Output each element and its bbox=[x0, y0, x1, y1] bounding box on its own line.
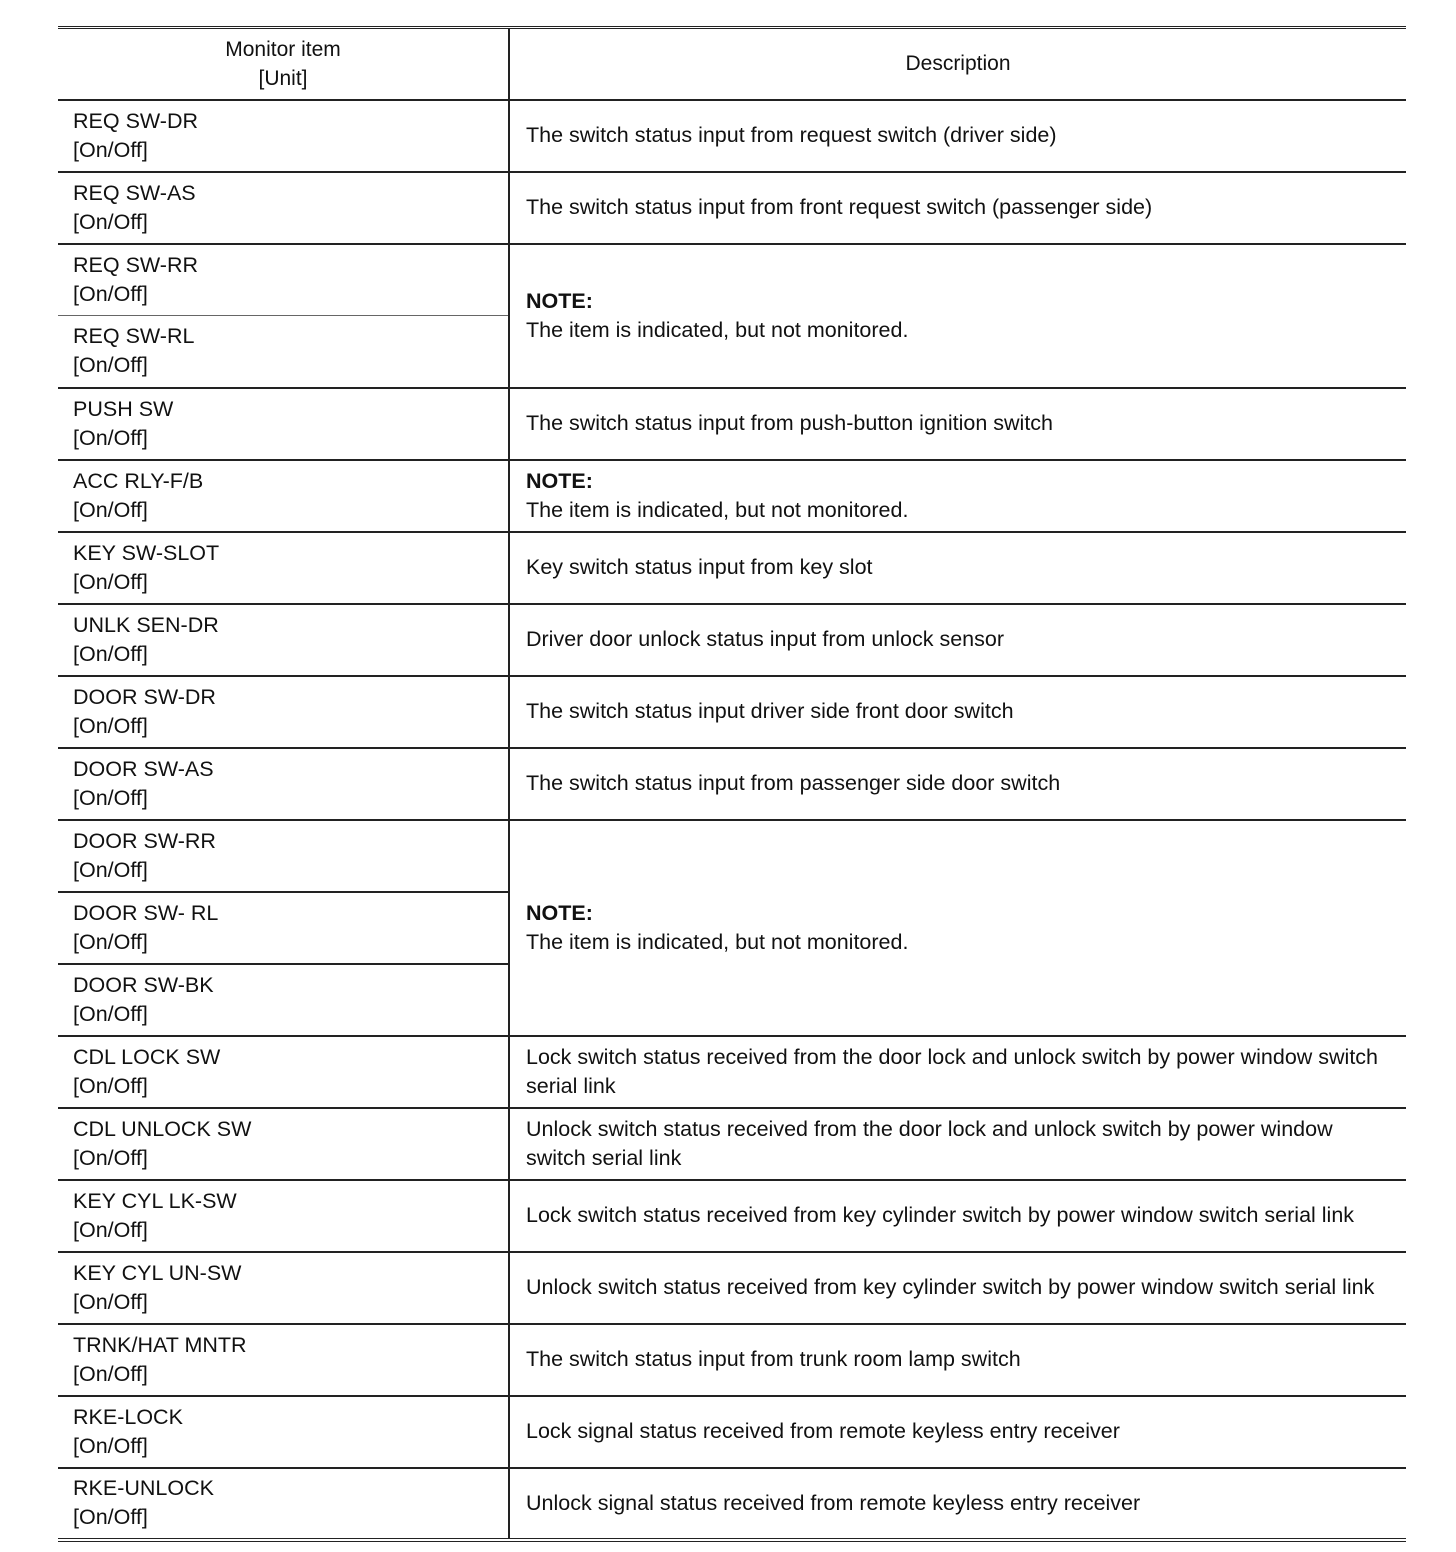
description-cell: Unlock switch status received from key cylinder switch by power window switch serial link bbox=[509, 1252, 1406, 1324]
table-row bbox=[58, 1252, 1406, 1324]
item-unit: [On/Off] bbox=[73, 1505, 148, 1529]
table-row bbox=[58, 460, 1406, 532]
item-name: PUSH SW bbox=[73, 396, 174, 421]
description-cell: Lock signal status received from remote keyless entry receiver bbox=[509, 1396, 1406, 1468]
item-cell bbox=[58, 1108, 509, 1180]
item-cell bbox=[58, 604, 509, 676]
item-unit: [On/Off] bbox=[73, 1145, 148, 1170]
item-name: ACC RLY-F/B bbox=[73, 468, 204, 493]
item-cell bbox=[58, 964, 509, 1036]
item-unit: [On/Off] bbox=[73, 1217, 148, 1242]
item-unit: [On/Off] bbox=[73, 1433, 148, 1458]
item-name: KEY CYL LK-SW bbox=[73, 1188, 237, 1213]
item-unit: [On/Off] bbox=[73, 137, 148, 162]
table-row bbox=[58, 748, 1406, 820]
note-label: NOTE: bbox=[526, 468, 593, 493]
table-row bbox=[58, 604, 1406, 676]
item-unit: [On/Off] bbox=[73, 497, 148, 522]
item-cell bbox=[58, 1396, 509, 1468]
table-row bbox=[58, 388, 1406, 460]
table-row bbox=[58, 1036, 1406, 1108]
item-name: DOOR SW-BK bbox=[73, 972, 214, 997]
description-cell: Unlock signal status received from remote keyless entry receiver bbox=[509, 1468, 1406, 1540]
description-cell: The switch status input from passenger side door switch bbox=[509, 748, 1406, 820]
item-name: TRNK/HAT MNTR bbox=[73, 1332, 247, 1357]
description-cell: The switch status input from push-button ignition switch bbox=[509, 388, 1406, 460]
item-unit: [On/Off] bbox=[73, 353, 148, 378]
item-cell bbox=[58, 676, 509, 748]
item-name: REQ SW-RR bbox=[73, 252, 199, 277]
item-cell bbox=[58, 748, 509, 820]
item-cell bbox=[58, 244, 509, 316]
description-cell: Lock switch status received from the door lock and unlock switch by power window switch serial link bbox=[509, 1036, 1406, 1108]
item-name: RKE-LOCK bbox=[73, 1404, 183, 1429]
table-row bbox=[58, 100, 1406, 172]
description-cell: The switch status input driver side front door switch bbox=[509, 676, 1406, 748]
item-unit: [On/Off] bbox=[73, 425, 148, 450]
item-name: DOOR SW- RL bbox=[73, 900, 219, 925]
header-description: Description bbox=[509, 28, 1406, 100]
description-cell: The switch status input from request switch (driver side) bbox=[509, 100, 1406, 172]
description-cell: Driver door unlock status input from unlock sensor bbox=[509, 604, 1406, 676]
item-cell bbox=[58, 1324, 509, 1396]
item-unit: [On/Off] bbox=[73, 857, 148, 882]
item-name: KEY CYL UN-SW bbox=[73, 1260, 242, 1285]
header-monitor-item-label: Monitor item bbox=[225, 37, 341, 61]
note-cell bbox=[509, 820, 1406, 1036]
note-text: The item is indicated, but not monitored. bbox=[526, 317, 909, 342]
item-name: REQ SW-RL bbox=[73, 324, 195, 349]
header-monitor-item bbox=[58, 28, 509, 100]
item-name: DOOR SW-RR bbox=[73, 828, 216, 853]
note-cell bbox=[509, 460, 1406, 532]
description-cell: Key switch status input from key slot bbox=[509, 532, 1406, 604]
note-label: NOTE: bbox=[526, 288, 593, 313]
table-row bbox=[58, 172, 1406, 244]
item-cell bbox=[58, 460, 509, 532]
item-unit: [On/Off] bbox=[73, 713, 148, 738]
description-cell: The switch status input from front request switch (passenger side) bbox=[509, 172, 1406, 244]
item-cell bbox=[58, 388, 509, 460]
table-row bbox=[58, 532, 1406, 604]
item-cell bbox=[58, 172, 509, 244]
note-text: The item is indicated, but not monitored. bbox=[526, 929, 909, 954]
item-cell bbox=[58, 892, 509, 964]
table-row bbox=[58, 244, 1406, 316]
item-cell bbox=[58, 316, 509, 388]
monitor-item-table bbox=[58, 26, 1406, 1542]
item-cell bbox=[58, 820, 509, 892]
item-unit: [On/Off] bbox=[73, 569, 148, 594]
note-label: NOTE: bbox=[526, 900, 593, 925]
item-unit: [On/Off] bbox=[73, 209, 148, 234]
table-row bbox=[58, 1468, 1406, 1540]
description-cell: The switch status input from trunk room lamp switch bbox=[509, 1324, 1406, 1396]
item-unit: [On/Off] bbox=[73, 1001, 148, 1026]
item-name: REQ SW-AS bbox=[73, 180, 196, 205]
table-row bbox=[58, 1108, 1406, 1180]
item-name: DOOR SW-DR bbox=[73, 684, 216, 709]
item-unit: [On/Off] bbox=[73, 1361, 148, 1386]
note-text: The item is indicated, but not monitored. bbox=[526, 497, 909, 522]
table-header-row bbox=[58, 28, 1406, 100]
item-name: CDL LOCK SW bbox=[73, 1044, 221, 1069]
table-row bbox=[58, 1180, 1406, 1252]
item-name: CDL UNLOCK SW bbox=[73, 1116, 252, 1141]
item-unit: [On/Off] bbox=[73, 281, 148, 306]
item-name: REQ SW-DR bbox=[73, 108, 199, 133]
table-row bbox=[58, 820, 1406, 892]
header-unit-label: [Unit] bbox=[258, 66, 308, 90]
item-cell bbox=[58, 1468, 509, 1540]
item-unit: [On/Off] bbox=[73, 641, 148, 666]
item-unit: [On/Off] bbox=[73, 1073, 148, 1098]
item-name: DOOR SW-AS bbox=[73, 756, 214, 781]
item-cell bbox=[58, 100, 509, 172]
table-row bbox=[58, 1324, 1406, 1396]
item-unit: [On/Off] bbox=[73, 1289, 148, 1314]
item-unit: [On/Off] bbox=[73, 785, 148, 810]
table-row bbox=[58, 1396, 1406, 1468]
item-cell bbox=[58, 1036, 509, 1108]
description-cell: Unlock switch status received from the door lock and unlock switch by power window switch serial link bbox=[509, 1108, 1406, 1180]
item-name: RKE-UNLOCK bbox=[73, 1476, 214, 1500]
description-cell: Lock switch status received from key cylinder switch by power window switch serial link bbox=[509, 1180, 1406, 1252]
item-unit: [On/Off] bbox=[73, 929, 148, 954]
item-cell bbox=[58, 1252, 509, 1324]
item-cell bbox=[58, 1180, 509, 1252]
item-name: KEY SW-SLOT bbox=[73, 540, 220, 565]
item-name: UNLK SEN-DR bbox=[73, 612, 219, 637]
note-cell bbox=[509, 244, 1406, 388]
item-cell bbox=[58, 532, 509, 604]
table-row bbox=[58, 676, 1406, 748]
